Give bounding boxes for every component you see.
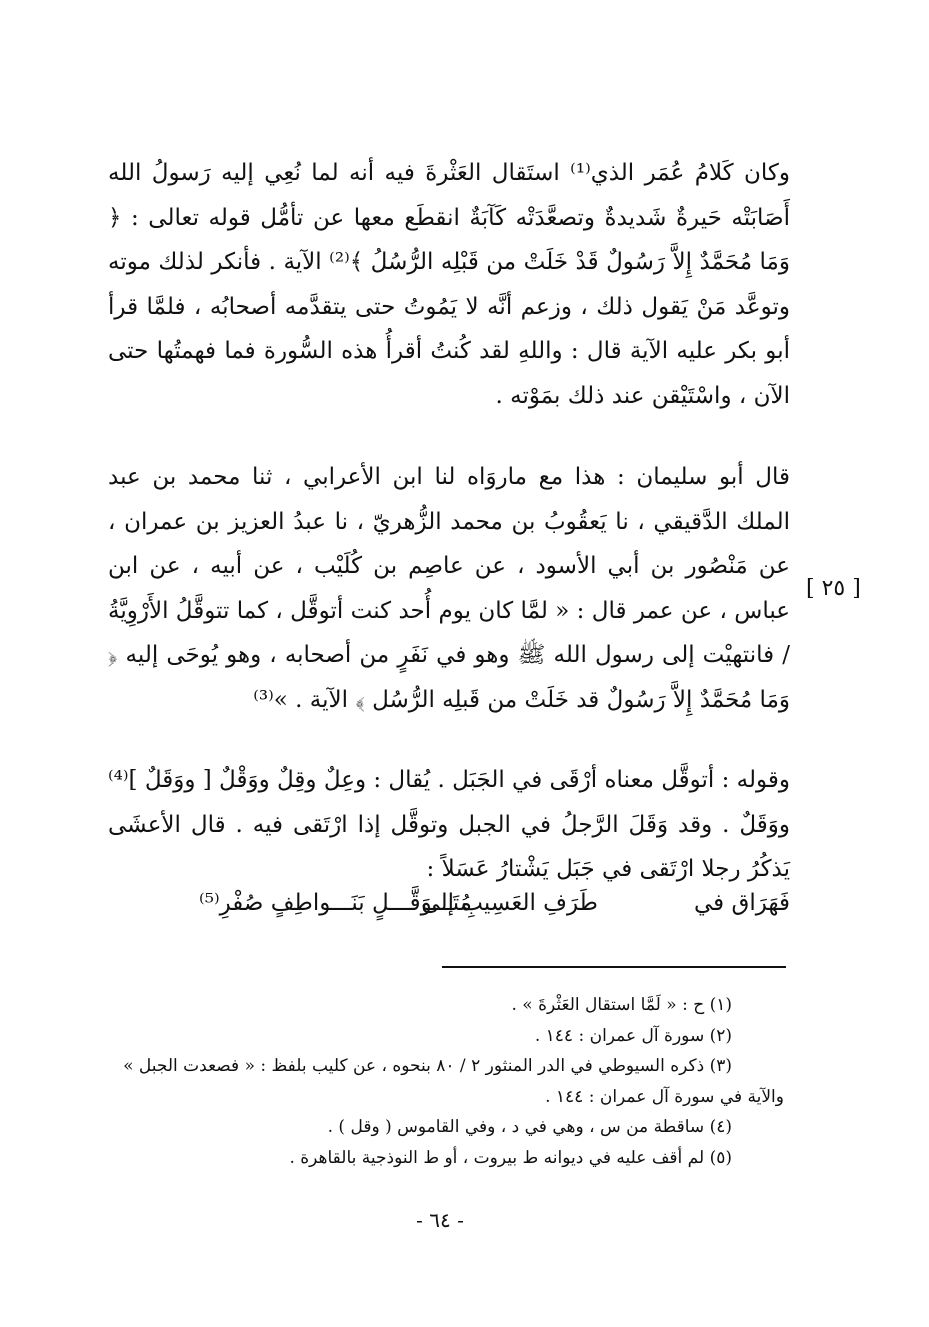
body-paragraph-1: وكان كَلامُ عُمَر الذي⁽¹⁾ استَقال العَثْرةَ فيه أنه لما نُعِي إليه رَسولُ الله أَصَابَتْه حَيرةٌ شَديدةٌ وتصعَّدَتْه كَآبَةٌ انقطَع معها عن تأمُّل قوله تعالى : ﴿ وَمَا مُحَمَّدٌ إِلاَّ رَسُولٌ قَدْ خَلَتْ من قَبْلِه الرُّسُلُ ﴾⁽²⁾ الآية . فأنكر لذلك موته وتوعَّد مَنْ يَقول ذلك ، وزعم أنَّه لا يَمُوتُ حتى يتقدَّمه أصحابُه ، فلمَّا قرأ أبو بكر عليه الآية قال : واللهِ لقد كُنتُ أقرأُ هذه السُّورة فما فهمتُها حتى الآن ، واسْتَيْقن عند ذلك بمَوْته . [108, 160, 790, 409]
footnote-separator [442, 966, 786, 968]
body-paragraph-3: وقوله : أتوقَّل معناه أرْقَى في الجَبَل . يُقال : وعِلٌ وقِلٌ ووَقْلٌ [ ووَقَلٌ ]⁽⁴⁾ ووَقَلٌ . وقد وَقَلَ الرَّجلُ في الجبل وتوقَّل إذا ارْتَقى فيه . قال الأعشَى يَذكُرُ رجلا ارْتَقى في جَبَل يَشْتارُ عَسَلاً : [108, 767, 790, 882]
footnotes [108, 990, 784, 1173]
body-paragraph-2: قال أبو سليمان : هذا مع ماروَاه لنا ابن الأعرابي ، ثنا محمد بن عبد الملك الدَّقيقي ، نا يَعقُوبُ بن محمد الزُّهريّ ، نا عبدُ العزيز بن عمران ، عن مَنْصُور بن أبي الأسود ، عن عاصِم بن كُلَيْب ، عن أبيه ، عن ابن عباس ، عن عمر قال : « لمَّا كان يوم أُحد كنت أتوقَّل ، كما تتوقَّلُ الأَرْوِيَّةُ / فانتهيْت إلى رسول الله ﷺ وهو في نَفَرٍ من أصحابه ، وهو يُوحَى إليه ﴿ وَمَا مُحَمَّدٌ إِلاَّ رَسُولٌ قد خَلَتْ من قَبلِه الرُّسُل ﴾ الآية . »⁽³⁾ [108, 464, 790, 713]
footnote-1: (١) ح : « لَمَّا استقال العَثْرةَ » . [511, 995, 732, 1015]
poetry-verse [108, 886, 790, 930]
verse-hemistich-2: طَرَفِ العَسِيبِ إلى [421, 890, 598, 916]
margin-page-marker: [ ٢٥ ] [806, 576, 861, 601]
verse-hemistich-3: مُتَـــوَقَّـــلٍ بَنَـــواطِفٍ صُفْرِ⁽⁵⁾ [199, 890, 472, 916]
footnote-2: (٢) سورة آل عمران : ١٤٤ . [534, 1025, 732, 1046]
footnote-4: (٤) ساقطة من س ، وهي في د ، وفي القاموس ( وقل ) . [327, 1117, 732, 1137]
footnote-3-continuation: والآية في سورة آل عمران : ١٤٤ . [545, 1086, 784, 1107]
footnote-5: (٥) لم أقف عليه في ديوانه ط بيروت ، أو ط النوذجية بالقاهرة . [289, 1147, 732, 1168]
verse-hemistich-1: فَهَرَاق في [694, 890, 790, 916]
footnote-3: (٣) ذكره السيوطي في الدر المنثور ٢ / ٨٠ بنحوه ، عن كليب بلفظ : « فصعدت الجبل » [123, 1056, 732, 1076]
page-number: - ٦٤ - [416, 1208, 464, 1232]
